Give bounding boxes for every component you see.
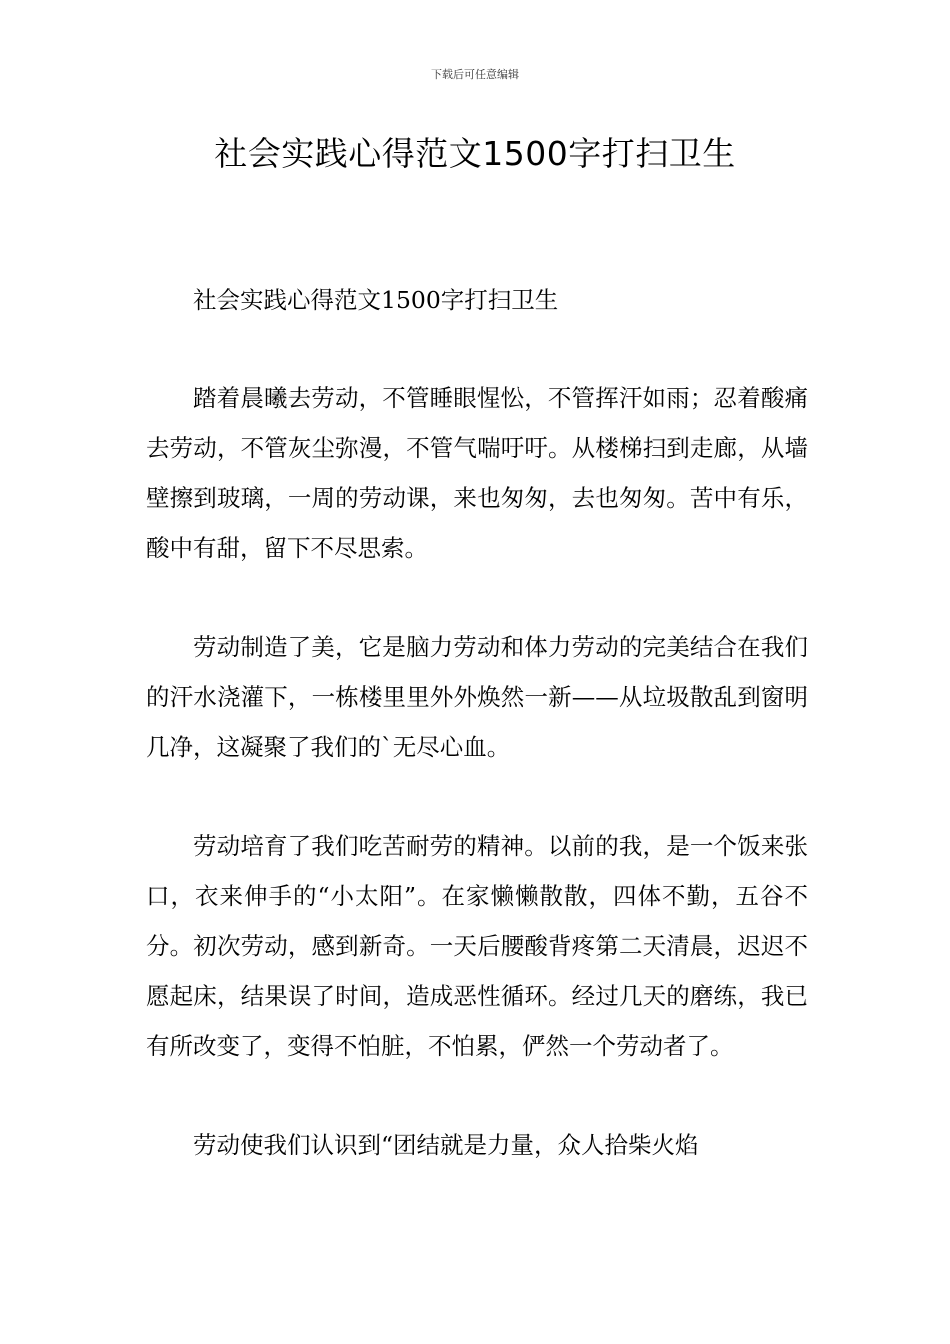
paragraph: 劳动制造了美，它是脑力劳动和体力劳动的完美结合在我们的汗水浇灌下，一栋楼里里外外焕然一新——从垃圾散乱到窗明几净，这凝聚了我们的`无尽心血。 [146, 633, 808, 761]
paragraph: 劳动培育了我们吃苦耐劳的精神。以前的我，是一个饭来张口，衣来伸手的“小太阳”。在家懒懒散散，四体不勤，五谷不分。初次劳动，感到新奇。一天后腰酸背疼第二天清晨，迟迟不愿起床，结果误了时间，造成恶性循环。经过几天的磨练，我已有所改变了，变得不怕脏，不怕累，俨然一个劳动者了。 [146, 832, 808, 1060]
paragraph-subtitle: 社会实践心得范文1500字打扫卫生 [193, 286, 559, 314]
document-body [146, 275, 808, 1219]
paragraph: 劳动使我们认识到“团结就是力量，众人拾柴火焰 [193, 1131, 699, 1159]
header-note: 下载后可任意编辑 [431, 68, 519, 81]
paragraph: 踏着晨曦去劳动，不管睡眼惺忪，不管挥汗如雨；忍着酸痛去劳动，不管灰尘弥漫，不管气喘吁吁。从楼梯扫到走廊，从墙壁擦到玻璃，一周的劳动课，来也匆匆，去也匆匆。苦中有乐，酸中有甜，留下不尽思索。 [146, 384, 808, 562]
document-title: 社会实践心得范文1500字打扫卫生 [214, 134, 736, 173]
